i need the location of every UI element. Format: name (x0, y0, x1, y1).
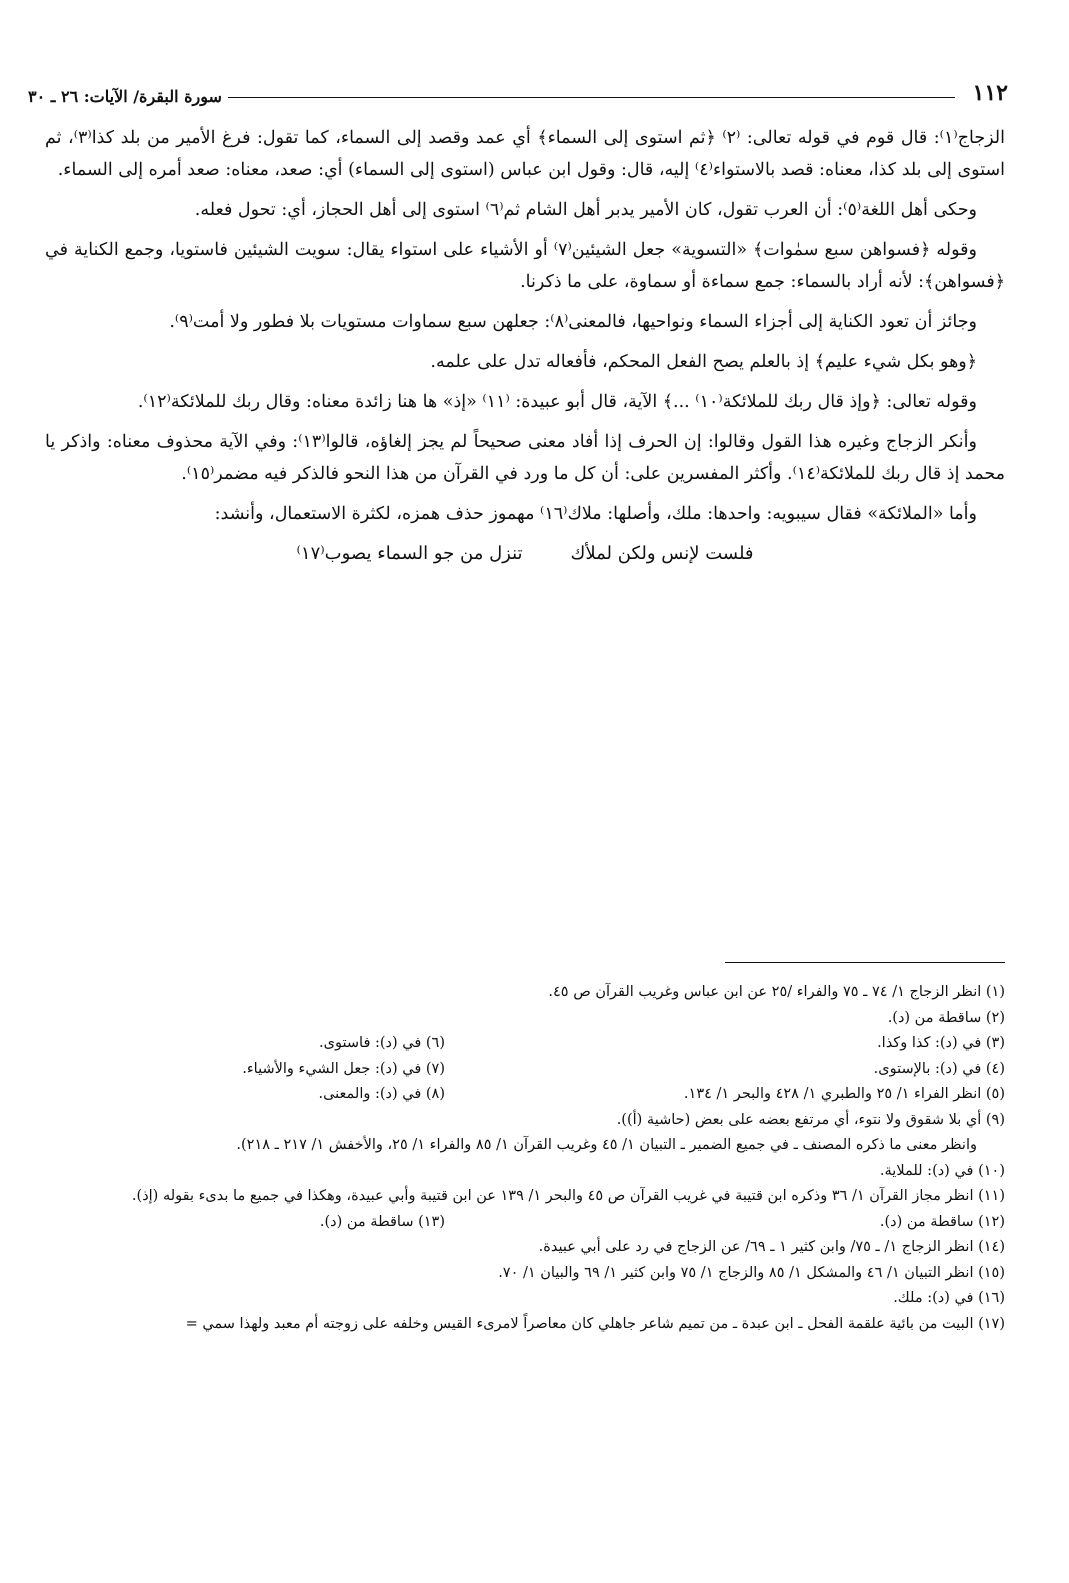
footnote: (١٧) البيت من بائية علقمة الفحل ـ ابن عبدة ـ من تميم شاعر جاهلي كان معاصراً لامرىء القيس وخلفه على زوجته أم معبد ولهذا سمي = (185, 1315, 1005, 1332)
running-title: سورة البقرة/ الآيات: ٢٦ ـ ٣٠ (28, 87, 222, 106)
page-number: ١١٢ (972, 80, 1008, 106)
footnote-separator (725, 962, 1005, 963)
poetry-verse (45, 538, 1005, 570)
paragraph: وقوله تعالى: ﴿وإذ قال ربك للملائكة⁽١٠⁾ ...﴾ الآية، قال أبو عبيدة: ⁽١١⁾ «إذ» ها هنا زائدة معناه: وقال ربك للملائكة⁽١٢⁾. (137, 392, 977, 412)
footnote-row (35, 1082, 1005, 1108)
paragraph: وأنكر الزجاج وغيره هذا القول وقالوا: إن الحرف إذا أفاد معنى صحيحاً لم يجز إلغاؤه، قالوا⁽١٣⁾: وفي الآية محذوف معناه: واذكر يا محمد إذ قال ربك للملائكة⁽١٤⁾. وأكثر المفسرين على: أن كل ما ورد في القرآن من هذا النحو فالذكر فيه مضمر⁽١٥⁾. (45, 432, 1005, 484)
footnote: (١٤) انظر الزجاج ١/ ـ ٧٥/ وابن كثير ١ ـ ٦٩/ عن الزجاج في رد على أبي عبيدة. (538, 1239, 1005, 1255)
footnote: (١) انظر الزجاج ١/ ٧٤ ـ ٧٥ والفراء /٢٥ عن ابن عباس وغريب القرآن ص ٤٥. (548, 984, 1005, 1000)
footnote: وانظر معنى ما ذكره المصنف ـ في جميع الضمير ـ التبيان ١/ ٤٥ وغريب القرآن ١/ ٨٥ والفراء ١/ ٢٥، والأخفش ١/ ٢١٧ ـ ٢١٨). (236, 1137, 977, 1153)
paragraph: وحكى أهل اللغة⁽٥⁾: أن العرب تقول، كان الأمير يدبر أهل الشام ثم⁽٦⁾ استوى إلى أهل الحجاز، أي: تحول فعله. (194, 200, 977, 220)
footnote: (٥) انظر الفراء ١/ ٢٥ والطبري ١/ ٤٢٨ والبحر ١/ ١٣٤. (683, 1086, 1005, 1102)
verse-second-hemistich: تنزل من جو السماء يصوب⁽١٧⁾ (296, 543, 523, 564)
footnote: (١١) انظر مجاز القرآن ١/ ٣٦ وذكره ابن قتيبة في غريب القرآن ص ٤٥ والبحر ١/ ١٣٩ عن ابن قتيبة وأبي عبيدة، وهكذا في جميع ما بدىء بقوله (إذ). (131, 1188, 1005, 1204)
footnote: (٣) في (د): كذا وكذا. (877, 1035, 1005, 1051)
footnote: (١٠) في (د): للملاية. (879, 1162, 1005, 1179)
paragraph: وجائز أن تعود الكناية إلى أجزاء السماء ونواحيها، فالمعنى⁽٨⁾: جعلهن سبع سماوات مستويات بلا فطور ولا أمت⁽٩⁾. (169, 312, 977, 332)
footnote: (٦) في (د): فاستوى. (319, 1035, 445, 1051)
footnote: (٨) في (د): والمعنى. (318, 1086, 445, 1102)
paragraph: وأما «الملائكة» فقال سيبويه: واحدها: ملك، وأصلها: ملاك⁽١٦⁾ مهموز حذف همزه، لكثرة الاستعمال، وأنشد: (214, 504, 977, 524)
footnote: (١٢) ساقطة من (د). (879, 1213, 1005, 1230)
main-text (45, 122, 1005, 570)
footnote: (٩) أي بلا شقوق ولا نتوء، أي مرتفع بعضه على بعض (حاشية (أ)). (616, 1111, 1005, 1128)
paragraph: وقوله ﴿فسواهن سبع سمٰوات﴾ «التسوية» جعل الشيئين⁽٧⁾ أو الأشياء على استواء يقال: سويت الشيئين فاستويا، وجمع الكناية في ﴿فسواهن﴾: لأنه أراد بالسماء: جمع سماءة أو سماوة، على ما ذكرنا. (45, 240, 1005, 292)
footnote: (١٣) ساقطة من (د). (319, 1213, 445, 1230)
footnote: (١٦) في (د): ملك. (893, 1290, 1005, 1306)
footnote: (١٥) انظر التبيان ١/ ٤٦ والمشكل ١/ ٨٥ والزجاج ١/ ٧٥ وابن كثير ١/ ٦٩ والبيان ١/ ٧٠. (498, 1264, 1005, 1281)
footnote: (٢) ساقطة من (د). (887, 1009, 1005, 1026)
header-rule (228, 97, 955, 98)
footnote: (٤) في (د): بالإستوى. (873, 1060, 1005, 1077)
footnotes (35, 980, 1005, 1337)
footnote-row (35, 1057, 1005, 1083)
page-header (28, 72, 1008, 106)
footnote: (٧) في (د): جعل الشيء والأشياء. (242, 1060, 445, 1077)
paragraph: الزجاج⁽١⁾: قال قوم في قوله تعالى: ⁽٢⁾ ﴿ثم استوى إلى السماء﴾ أي عمد وقصد إلى السماء، كما تقول: فرغ الأمير من بلد كذا⁽٣⁾، ثم استوى إلى بلد كذا، معناه: قصد بالاستواء⁽٤⁾ إليه، قال: وقول ابن عباس (استوى إلى السماء) أي: صعد، معناه: صعد أمره إلى السماء. (45, 128, 1005, 180)
verse-first-hemistich: فلست لإنس ولكن لملأك (570, 543, 754, 564)
footnote-row (35, 1210, 1005, 1236)
paragraph: ﴿وهو بكل شيء عليم﴾ إذ بالعلم يصح الفعل المحكم، فأفعاله تدل على علمه. (430, 352, 977, 372)
footnote-row (35, 1031, 1005, 1057)
